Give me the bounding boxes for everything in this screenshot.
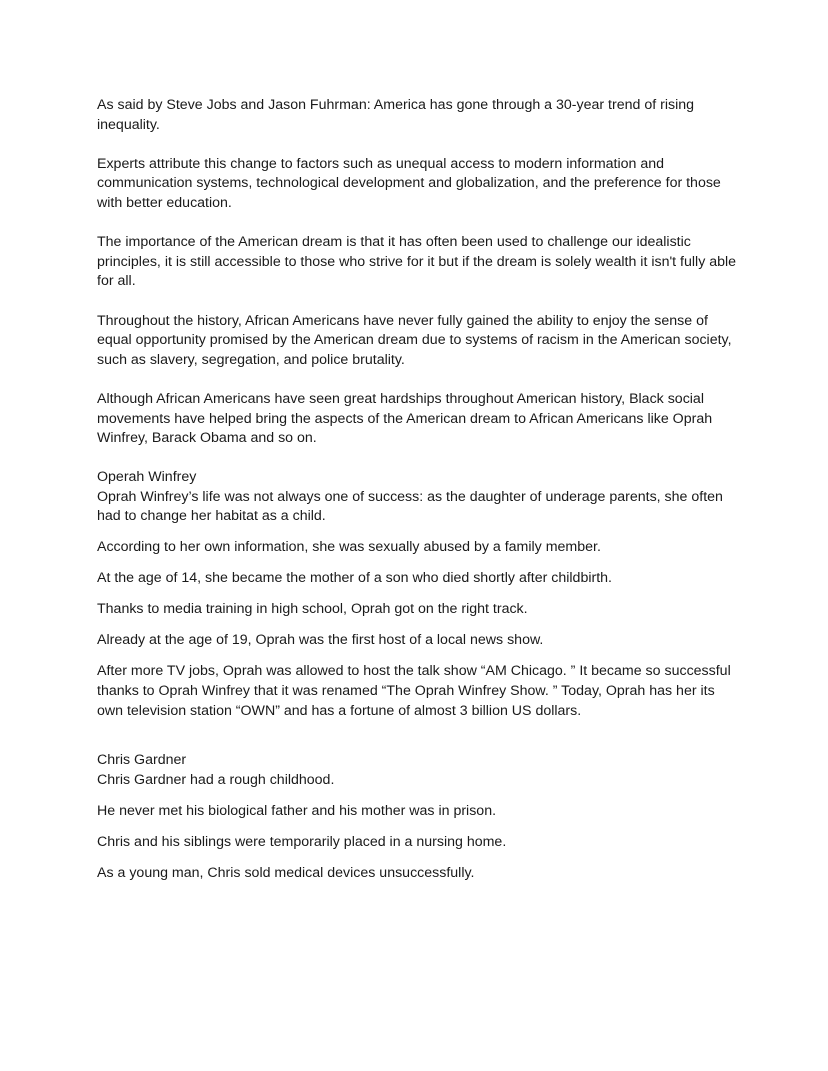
document-page [97, 96, 737, 883]
gardner-paragraph-2: He never met his biological father and his mother was in prison. [97, 802, 497, 819]
oprah-paragraph-3: At the age of 14, she became the mother of a son who died shortly after childbirth. [97, 570, 612, 587]
gardner-paragraph-3: Chris and his siblings were temporarily placed in a nursing home. [97, 833, 507, 850]
oprah-paragraph-1: Oprah Winfrey’s life was not always one of success: as the daughter of underage parents, she often had to change her habitat as a child. [97, 488, 723, 525]
oprah-paragraph-5: Already at the age of 19, Oprah was the first host of a local news show. [97, 632, 544, 649]
intro-paragraph-4: Throughout the history, African Americans have never fully gained the ability to enjoy the sense of equal opportunity promised by the American dream due to systems of racism in the American society, such as slavery, segregation, and police brutality. [97, 312, 732, 368]
gardner-paragraph-1: Chris Gardner had a rough childhood. [97, 771, 335, 788]
gardner-section [97, 751, 737, 883]
intro-paragraph-2: Experts attribute this change to factors such as unequal access to modern information and communication systems, technological development and globalization, and the preference for those with better education. [97, 155, 721, 211]
intro-section [97, 96, 737, 449]
gardner-heading: Chris Gardner [97, 752, 187, 769]
section-spacer [97, 721, 737, 751]
oprah-paragraph-6: After more TV jobs, Oprah was allowed to host the talk show “AM Chicago. ” It became so successful thanks to Oprah Winfrey that it was renamed “The Oprah Winfrey Show. ” Today, Oprah has her its own television station “OWN” and has a fortune of almost 3 billion US dollars. [97, 663, 731, 719]
oprah-heading: Operah Winfrey [97, 469, 197, 486]
oprah-paragraph-4: Thanks to media training in high school, Oprah got on the right track. [97, 601, 528, 618]
oprah-paragraph-2: According to her own information, she was sexually abused by a family member. [97, 539, 601, 556]
oprah-section [97, 468, 737, 721]
intro-paragraph-5: Although African Americans have seen great hardships throughout American history, Black social movements have helped bring the aspects of the American dream to African Americans like Oprah Winfrey, Barack Obama and so on. [97, 390, 713, 447]
intro-paragraph-1: As said by Steve Jobs and Jason Fuhrman: America has gone through a 30-year trend of rising inequality. [97, 97, 694, 133]
intro-paragraph-3: The importance of the American dream is that it has often been used to challenge our idealistic principles, it is still accessible to those who strive for it but if the dream is solely wealth it isn't fully able for all. [97, 234, 737, 290]
gardner-paragraph-4: As a young man, Chris sold medical devices unsuccessfully. [97, 864, 475, 881]
